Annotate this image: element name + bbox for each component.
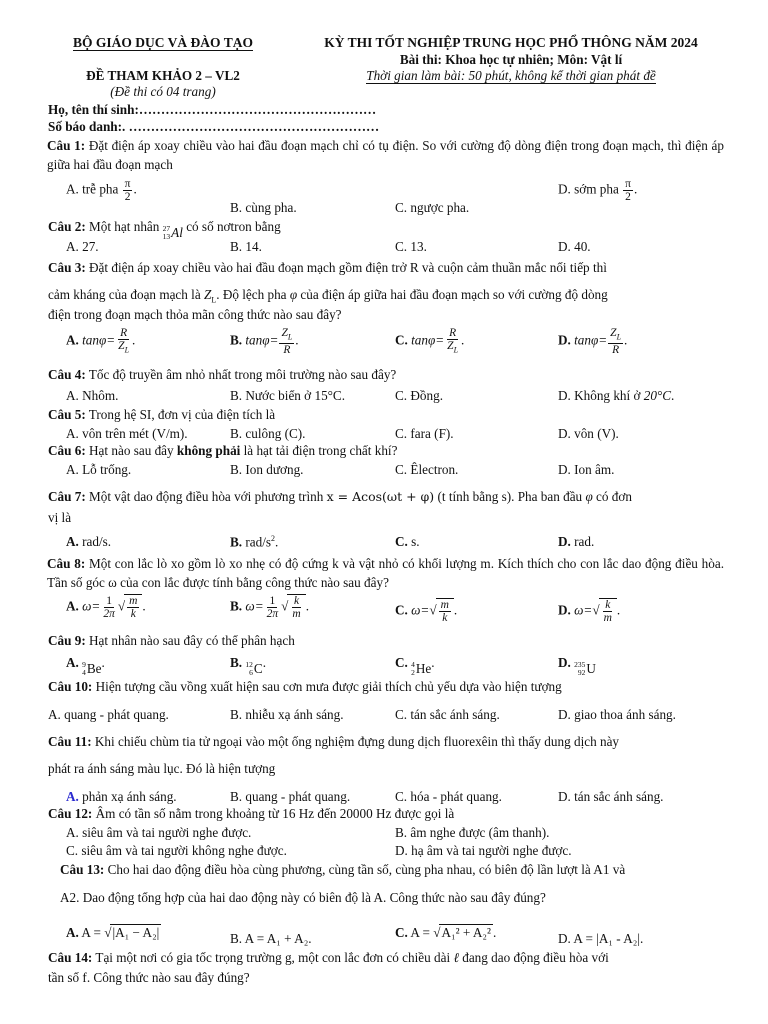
question-3-line1: Câu 3: Đặt điện áp xoay chiều vào hai đầu đoạn mạch gồm điện trở R và cuộn cảm thuần mắc nối tiếp thì <box>48 260 607 275</box>
q4-option-d[interactable]: D. Không khí ở 20°C. <box>558 388 675 403</box>
question-text: Đặt điện áp xoay chiều vào hai đầu đoạn mạch chỉ có tụ điện. So với cường độ dòng điện trong đoạn mạch, thì điện áp giữa hai đầu đoạn mạch <box>47 138 724 172</box>
question-3-line2: cảm kháng của đoạn mạch là $Z_L$. Độ lệch pha φ của điện áp giữa hai đầu đoạn mạch so với cường độ dòng <box>48 287 608 305</box>
q13-option-c[interactable]: C. A = √A₁² + A₂² . <box>395 925 497 940</box>
q2-option-d[interactable]: D. 40. <box>558 239 591 254</box>
q7-option-c[interactable]: C. s. <box>395 534 420 549</box>
question-8: Câu 8: Một con lắc lò xo gồm lò xo nhẹ có độ cứng k và vật nhỏ có khối lượng m. Kích thích cho con lắc dao động điều hòa. Tần số góc ω của con lắc được tính bằng công thức nào sau đây? <box>47 556 725 590</box>
q3-option-d[interactable]: D. tanφ= $\frac{Z_L}{R}$ . <box>558 327 628 357</box>
question-5: Câu 5: Trong hệ SI, đơn vị của điện tích là <box>48 407 276 422</box>
q5-option-a[interactable]: A. vôn trên mét (V/m). <box>66 426 188 441</box>
q3-option-b[interactable]: B. tanφ= $\frac{Z_L}{R}$ . <box>230 327 299 357</box>
q2-option-a[interactable]: A. 27. <box>66 239 99 254</box>
question-3-line3: điện trong đoạn mạch thỏa mãn công thức nào sau đây? <box>48 307 342 322</box>
q9-option-a[interactable]: A. 9 4 Be . <box>66 655 105 677</box>
question-label: Câu 1: <box>47 138 86 153</box>
q9-option-d[interactable]: D. 235 92 U <box>558 655 596 677</box>
q12-option-b[interactable]: B. âm nghe được (âm thanh). <box>395 825 550 840</box>
q9-option-b[interactable]: B. 12 6 C . <box>230 655 266 677</box>
question-7-line1: Câu 7: Một vật dao động điều hòa với phương trình x = Acos(ωt + φ) (t tính bằng s). Pha ban đầu φ có đơn <box>48 489 632 504</box>
q1-option-a[interactable]: A. trễ pha $\frac{\pi}{2}$ . <box>66 178 137 203</box>
q11-option-b[interactable]: B. quang - phát quang. <box>230 789 351 804</box>
q7-option-d[interactable]: D. rad. <box>558 534 595 549</box>
page-count: (Đề thi có 04 trang) <box>110 84 216 99</box>
q11-option-c[interactable]: C. hóa - phát quang. <box>395 789 502 804</box>
q5-option-d[interactable]: D. vôn (V). <box>558 426 619 441</box>
q13-option-d[interactable]: D. A = |A₁ - A₂|. <box>558 931 644 946</box>
q10-option-a[interactable]: A. quang - phát quang. <box>48 707 169 722</box>
q6-option-a[interactable]: A. Lỗ trống. <box>66 462 132 477</box>
q7-option-a[interactable]: A. rad/s. <box>66 534 112 549</box>
question-11-line1: Câu 11: Khi chiếu chùm tia tử ngoại vào một ống nghiệm đựng dung dịch fluorexêin thì thấy dung dịch này <box>48 734 620 749</box>
question-6: Câu 6: Hạt nào sau đây không phải là hạt tải điện trong chất khí? <box>48 443 398 458</box>
question-2: Câu 2: Một hạt nhân 27 13 Al có số nơtron bằng <box>48 219 281 241</box>
q5-option-b[interactable]: B. culông (C). <box>230 426 306 441</box>
q10-option-d[interactable]: D. giao thoa ánh sáng. <box>558 707 676 722</box>
q6-option-d[interactable]: D. Ion âm. <box>558 462 615 477</box>
q11-option-a[interactable]: A. phản xạ ánh sáng. <box>66 789 177 804</box>
q7-option-b[interactable]: B. rad/$s^2$. <box>230 534 279 550</box>
q11-option-d[interactable]: D. tán sắc ánh sáng. <box>558 789 664 804</box>
q3-option-a[interactable]: A. tanφ= $\frac{R}{Z_L}$ . <box>66 327 136 355</box>
question-13-line1: Câu 13: Cho hai dao động điều hòa cùng phương, cùng tần số, cùng pha nhau, có biên độ lần lượt là A1 và <box>60 862 626 877</box>
q13-option-a[interactable]: A. A = √|A₁ − A₂| <box>66 925 160 940</box>
question-10: Câu 10: Hiện tượng cầu vồng xuất hiện sau cơn mưa được giải thích chủ yếu dựa vào hiện tượng <box>48 679 562 694</box>
q8-option-d[interactable]: D. ω=√ $\frac{k}{m}$ . <box>558 599 621 624</box>
q8-option-b[interactable]: B. ω= $\frac{1}{2\pi}$ √ $\frac{k}{m}$ . <box>230 595 309 620</box>
question-14-line2: tần số f. Công thức nào sau đây đúng? <box>48 970 250 985</box>
q4-option-a[interactable]: A. Nhôm. <box>66 388 119 403</box>
candidate-name-field[interactable]: Họ, tên thí sinh:……………………………………………… <box>48 102 377 117</box>
exam-time: Thời gian làm bài: 50 phút, không kể thời gian phát đề <box>366 68 656 83</box>
q9-option-c[interactable]: C. 4 2 He . <box>395 655 435 677</box>
q13-option-b[interactable]: B. A = A₁ + A₂. <box>230 931 312 946</box>
question-14-line1: Câu 14: Tại một nơi có gia tốc trọng trường g, một con lắc đơn có chiều dài ℓ đang dao động điều hòa với <box>48 950 609 965</box>
question-13-line2: A2. Dao động tổng hợp của hai dao động này có biên độ là A. Công thức nào sau đây đúng? <box>60 890 546 905</box>
q1-option-b[interactable]: B. cùng pha. <box>230 200 297 215</box>
question-1 <box>47 136 724 174</box>
q1-option-d[interactable]: D. sớm pha $\frac{\pi}{2}$ . <box>558 178 638 203</box>
question-9: Câu 9: Hạt nhân nào sau đây có thể phân hạch <box>48 633 295 648</box>
q4-option-c[interactable]: C. Đồng. <box>395 388 443 403</box>
q4-option-b[interactable]: B. Nước biển ở 15°C. <box>230 388 346 403</box>
q12-option-d[interactable]: D. hạ âm và tai người nghe được. <box>395 843 572 858</box>
question-7-line2: vị là <box>48 510 72 525</box>
ministry-name: BỘ GIÁO DỤC VÀ ĐÀO TẠO <box>73 35 253 50</box>
q3-option-c[interactable]: C. tanφ= $\frac{R}{Z_L}$ . <box>395 327 465 355</box>
q6-option-b[interactable]: B. Ion dương. <box>230 462 304 477</box>
q6-option-c[interactable]: C. Êlectron. <box>395 462 459 477</box>
candidate-id-field[interactable]: Số báo danh:. ………………………………………………… <box>48 119 380 134</box>
q8-option-a[interactable]: A. ω= $\frac{1}{2\pi}$ √ $\frac{m}{k}$ . <box>66 595 146 620</box>
q5-option-c[interactable]: C. fara (F). <box>395 426 454 441</box>
q10-option-c[interactable]: C. tán sắc ánh sáng. <box>395 707 500 722</box>
exam-subject: Bài thi: Khoa học tự nhiên; Môn: Vật lí <box>399 52 623 67</box>
question-4: Câu 4: Tốc độ truyền âm nhỏ nhất trong môi trường nào sau đây? <box>48 367 397 382</box>
q2-option-b[interactable]: B. 14. <box>230 239 262 254</box>
q12-option-a[interactable]: A. siêu âm và tai người nghe được. <box>66 825 252 840</box>
q8-option-c[interactable]: C. ω=√ $\frac{m}{k}$ . <box>395 599 458 624</box>
q10-option-b[interactable]: B. nhiễu xạ ánh sáng. <box>230 707 344 722</box>
exam-title: KỲ THI TỐT NGHIỆP TRUNG HỌC PHỔ THÔNG NĂM 2024 <box>324 35 698 50</box>
q1-option-c[interactable]: C. ngược pha. <box>395 200 470 215</box>
question-11-line2: phát ra ánh sáng màu lục. Đó là hiện tượng <box>48 761 276 776</box>
q12-option-c[interactable]: C. siêu âm và tai người không nghe được. <box>66 843 287 858</box>
q2-option-c[interactable]: C. 13. <box>395 239 427 254</box>
question-12: Câu 12: Âm có tần số nằm trong khoảng từ 16 Hz đến 20000 Hz được gọi là <box>48 806 455 821</box>
paper-code: ĐỀ THAM KHẢO 2 – VL2 <box>86 68 240 83</box>
